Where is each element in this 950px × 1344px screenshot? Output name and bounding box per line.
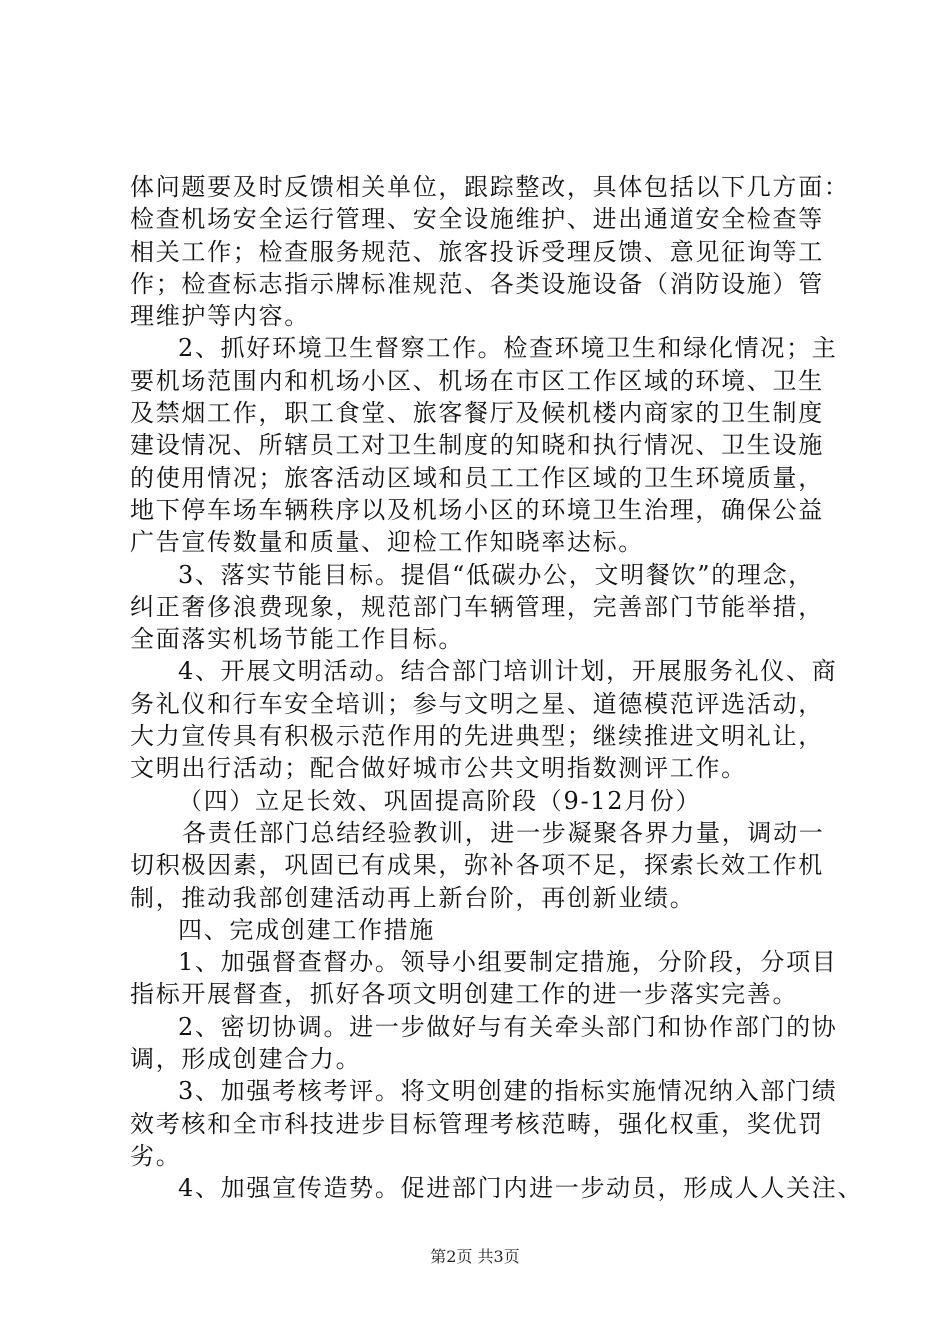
- paragraph-start-line: 4、加强宣传造势。促进部门内进一步动员，形成人人关注、: [178, 1174, 864, 1203]
- text-line: 相关工作；检查服务规范、旅客投诉受理反馈、意见征询等工: [130, 237, 824, 266]
- paragraph-start-line: 2、抓好环境卫生督察工作。检查环境卫生和绿化情况；主: [178, 334, 838, 363]
- text-line: 理维护等内容。: [130, 302, 310, 331]
- document-body: [130, 171, 864, 1205]
- text-line: 及禁烟工作，职工食堂、旅客餐厅及候机楼内商家的卫生制度: [130, 399, 824, 428]
- paragraph-start-line: 4、开展文明活动。结合部门培训计划，开展服务礼仪、商: [178, 657, 838, 686]
- text-line: 切积极因素，巩固已有成果，弥补各项不足，探索长效工作机: [130, 851, 824, 880]
- page-footer: 第2页 共3页: [430, 1247, 520, 1266]
- text-line: 务礼仪和行车安全培训；参与文明之星、道德模范评选活动，: [130, 689, 824, 718]
- paragraph-start-line: 3、落实节能目标。提倡“低碳办公，文明餐饮”的理念，: [178, 560, 815, 589]
- paragraph-start-line: 1、加强督查督办。领导小组要制定措施，分阶段，分项目: [178, 948, 838, 977]
- text-line: 纠正奢侈浪费现象，规范部门车辆管理，完善部门节能举措，: [130, 592, 824, 621]
- text-line: 效考核和全市科技进步目标管理考核范畴，强化权重，奖优罚: [130, 1109, 824, 1138]
- text-line: 劣。: [130, 1141, 182, 1170]
- text-line: 指标开展督查，抓好各项文明创建工作的进一步落实完善。: [130, 980, 799, 1009]
- text-line: 广告宣传数量和质量、迎检工作知晓率达标。: [130, 528, 644, 557]
- paragraph-start-line: 2、密切协调。进一步做好与有关牵头部门和协作部门的协: [178, 1012, 838, 1041]
- section-heading: （四）立足长效、巩固提高阶段（9-12月份）: [178, 786, 702, 815]
- section-heading: 四、完成创建工作措施: [178, 915, 435, 944]
- text-line: 文明出行活动；配合做好城市公共文明指数测评工作。: [130, 754, 747, 783]
- text-line: 调，形成创建合力。: [130, 1045, 362, 1074]
- text-line: 地下停车场车辆秩序以及机场小区的环境卫生治理，确保公益: [130, 495, 824, 524]
- text-line: 作；检查标志指示牌标准规范、各类设施设备（消防设施）管: [130, 269, 824, 298]
- paragraph-start-line: 各责任部门总结经验教训，进一步凝聚各界力量，调动一: [182, 818, 825, 847]
- text-line: 制，推动我部创建活动再上新台阶，再创新业绩。: [130, 883, 696, 912]
- text-line: 检查机场安全运行管理、安全设施维护、进出通道安全检查等: [130, 205, 824, 234]
- text-line: 建设情况、所辖员工对卫生制度的知晓和执行情况、卫生设施: [130, 431, 824, 460]
- text-line: 大力宣传具有积极示范作用的先进典型；继续推进文明礼让，: [130, 722, 824, 751]
- text-line: 全面落实机场节能工作目标。: [130, 625, 465, 654]
- paragraph-start-line: 3、加强考核考评。将文明创建的指标实施情况纳入部门绩: [178, 1077, 838, 1106]
- text-line: 体问题要及时反馈相关单位，跟踪整改，具体包括以下几方面：: [130, 173, 850, 201]
- text-line: 的使用情况；旅客活动区域和员工工作区域的卫生环境质量，: [130, 463, 824, 492]
- text-line: 要机场范围内和机场小区、机场在市区工作区域的环境、卫生: [130, 366, 824, 395]
